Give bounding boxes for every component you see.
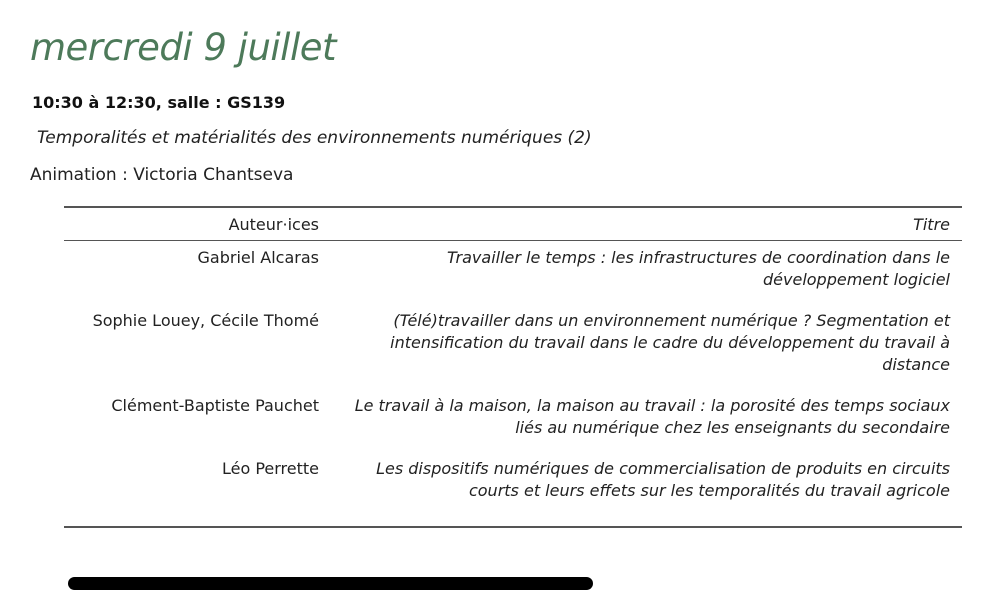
table-row	[64, 247, 962, 291]
session-moderator: Animation : Victoria Chantseva	[30, 165, 294, 185]
row-title: Le travail à la maison, la maison au travail : la porosité des temps sociaux liés au numérique chez les enseignants du secondaire	[354, 396, 950, 437]
table-row	[64, 395, 962, 439]
row-authors: Léo Perrette	[221, 459, 319, 478]
header-authors: Auteur·ices	[228, 214, 319, 234]
row-authors: Sophie Louey, Cécile Thomé	[92, 311, 319, 330]
row-authors: Clément-Baptiste Pauchet	[111, 396, 319, 415]
program-table	[64, 206, 962, 528]
row-title: (Télé)travailler dans un environnement numérique ? Segmentation et intensification du travail dans le cadre du développement du travail à distance	[390, 311, 950, 374]
home-indicator-bar[interactable]	[68, 577, 593, 590]
session-theme: Temporalités et matérialités des environnements numériques (2)	[37, 128, 592, 148]
table-header	[64, 208, 962, 241]
table-row	[64, 458, 962, 502]
header-title: Titre	[913, 214, 950, 234]
row-title: Travailler le temps : les infrastructures de coordination dans le développement logiciel	[447, 248, 950, 289]
session-time-room: 10:30 à 12:30, salle : GS139	[32, 93, 286, 112]
table-row	[64, 310, 962, 376]
row-title: Les dispositifs numériques de commercialisation de produits en circuits courts et leurs effets sur les temporalités du travail agricole	[376, 459, 950, 500]
row-authors: Gabriel Alcaras	[197, 248, 319, 267]
day-title: mercredi 9 juillet	[30, 26, 337, 69]
